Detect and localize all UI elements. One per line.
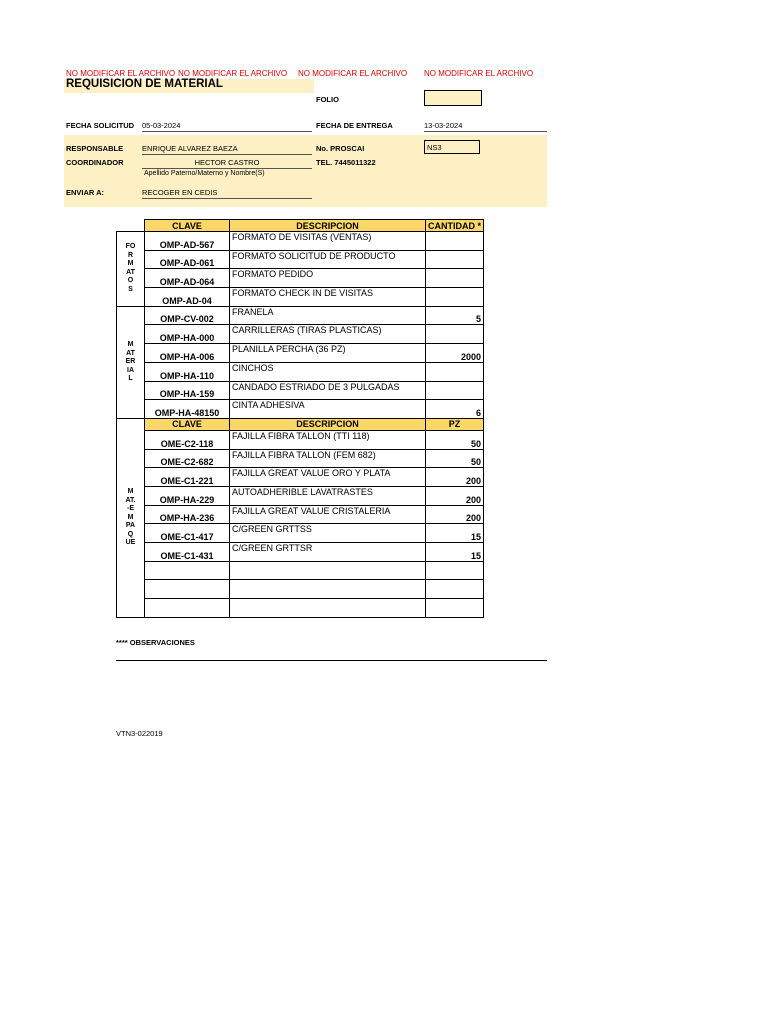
cell-descripcion[interactable]: CINCHOS (230, 362, 426, 381)
cell-cantidad[interactable] (426, 232, 484, 251)
telefono-label: TEL. 7445011322 (316, 158, 376, 167)
table-row (117, 269, 484, 288)
fecha-entrega-field[interactable]: 13-03-2024 (424, 121, 547, 132)
cell-clave[interactable]: OMP-HA-236 (145, 505, 230, 524)
cell-descripcion[interactable]: C/GREEN GRTTSS (230, 524, 426, 543)
subheader-descripcion: DESCRIPCION (230, 418, 426, 430)
cell-cantidad[interactable] (426, 599, 484, 618)
cell-descripcion[interactable]: C/GREEN GRTTSR (230, 543, 426, 562)
fecha-solicitud-label: FECHA SOLICITUD (66, 121, 135, 130)
cell-descripcion[interactable]: FRANELA (230, 306, 426, 325)
group-formatos-label: FORMATOS (125, 243, 136, 293)
cell-cantidad[interactable]: 2000 (426, 344, 484, 363)
enviar-label: ENVIAR A: (66, 188, 105, 197)
cell-cantidad[interactable] (426, 580, 484, 599)
cell-cantidad[interactable]: 50 (426, 430, 484, 449)
cell-cantidad[interactable] (426, 381, 484, 400)
cell-cantidad[interactable]: 6 (426, 400, 484, 419)
enviar-field[interactable]: RECOGER EN CEDIS (142, 188, 312, 199)
cell-descripcion[interactable]: FAJILLA GREAT VALUE CRISTALERIA (230, 505, 426, 524)
cell-clave[interactable]: OME-C1-221 (145, 468, 230, 487)
table-row (117, 288, 484, 307)
table-row (117, 524, 484, 543)
page-title: REQUISICION DE MATERIAL (66, 78, 223, 90)
cell-descripcion[interactable]: FORMATO PEDIDO (230, 269, 426, 288)
cell-cantidad[interactable] (426, 561, 484, 580)
cell-descripcion[interactable]: PLANILLA PERCHA (36 PZ) (230, 344, 426, 363)
table-row (117, 580, 484, 599)
coordinador-field[interactable]: HECTOR CASTRO (142, 158, 312, 169)
group-material-label: MATERIAL (125, 341, 136, 383)
cell-clave[interactable] (145, 561, 230, 580)
cell-descripcion[interactable] (230, 580, 426, 599)
cell-cantidad[interactable]: 200 (426, 486, 484, 505)
items-table (116, 219, 484, 618)
responsable-field[interactable]: ENRIQUE ALVAREZ BAEZA (142, 144, 312, 155)
table-row (117, 505, 484, 524)
table-subheader-row (117, 418, 484, 430)
proscai-field[interactable]: NS3 (424, 140, 480, 154)
table-row (117, 468, 484, 487)
cell-clave[interactable]: OMP-HA-110 (145, 362, 230, 381)
observaciones-line[interactable] (116, 660, 547, 661)
cell-cantidad[interactable] (426, 250, 484, 269)
table-row (117, 325, 484, 344)
cell-clave[interactable] (145, 599, 230, 618)
group-empaque (117, 418, 145, 617)
cell-clave[interactable]: OME-C1-417 (145, 524, 230, 543)
group-formatos (117, 232, 145, 307)
subheader-clave: CLAVE (145, 418, 230, 430)
cell-descripcion[interactable]: FORMATO CHECK IN DE VISITAS (230, 288, 426, 307)
cell-cantidad[interactable] (426, 269, 484, 288)
warning-text-2: NO MODIFICAR EL ARCHIVO (178, 69, 288, 78)
table-row (117, 561, 484, 580)
fecha-solicitud-field[interactable]: 05-03-2024 (142, 121, 312, 132)
cell-descripcion[interactable]: AUTOADHERIBLE LAVATRASTES (230, 486, 426, 505)
fecha-entrega-label: FECHA DE ENTREGA (316, 121, 393, 130)
observaciones-label: **** OBSERVACIONES (116, 638, 195, 647)
cell-clave[interactable]: OMP-AD-567 (145, 232, 230, 251)
cell-clave[interactable]: OME-C2-118 (145, 430, 230, 449)
cell-clave[interactable]: OMP-HA-229 (145, 486, 230, 505)
warning-text-1: NO MODIFICAR EL ARCHIVO (66, 69, 176, 78)
cell-clave[interactable]: OMP-CV-002 (145, 306, 230, 325)
table-row (117, 430, 484, 449)
coordinador-label: COORDINADOR (66, 158, 124, 167)
cell-clave[interactable]: OME-C1-431 (145, 543, 230, 562)
cell-descripcion[interactable]: FORMATO SOLICITUD DE PRODUCTO (230, 250, 426, 269)
table-row (117, 449, 484, 468)
nombre-hint: Apellido Paterno/Materno y Nombre(S) (144, 170, 265, 177)
header-cantidad: CANTIDAD * (426, 220, 484, 232)
cell-cantidad[interactable] (426, 362, 484, 381)
cell-clave[interactable]: OMP-HA-48150 (145, 400, 230, 419)
folio-label: FOLIO (316, 95, 339, 104)
table-row (117, 486, 484, 505)
cell-descripcion[interactable]: FAJILLA FIBRA TALLON (TTI 118) (230, 430, 426, 449)
cell-descripcion[interactable]: FAJILLA FIBRA TALLON (FEM 682) (230, 449, 426, 468)
group-material (117, 306, 145, 418)
table-row (117, 250, 484, 269)
cell-clave[interactable]: OMP-AD-064 (145, 269, 230, 288)
cell-clave[interactable] (145, 580, 230, 599)
warning-text-3: NO MODIFICAR EL ARCHIVO (298, 69, 408, 78)
cell-descripcion[interactable]: CARRILLERAS (TIRAS PLASTICAS) (230, 325, 426, 344)
responsable-label: RESPONSABLE (66, 144, 124, 153)
cell-descripcion[interactable]: CANDADO ESTRIADO DE 3 PULGADAS (230, 381, 426, 400)
proscai-label: No. PROSCAI (316, 144, 365, 153)
cell-cantidad[interactable]: 50 (426, 449, 484, 468)
cell-descripcion[interactable]: CINTA ADHESIVA (230, 400, 426, 419)
cell-cantidad[interactable] (426, 288, 484, 307)
cell-descripcion[interactable]: FORMATO DE VISITAS (VENTAS) (230, 232, 426, 251)
cell-cantidad[interactable]: 5 (426, 306, 484, 325)
header-spacer (117, 220, 145, 232)
header-clave: CLAVE (145, 220, 230, 232)
folio-field[interactable] (424, 90, 482, 106)
warning-text-4: NO MODIFICAR EL ARCHIVO (424, 69, 534, 78)
cell-clave[interactable]: OMP-HA-159 (145, 381, 230, 400)
cell-cantidad[interactable]: 200 (426, 468, 484, 487)
cell-clave[interactable]: OME-C2-682 (145, 449, 230, 468)
table-row (117, 232, 484, 251)
table-row (117, 362, 484, 381)
cell-cantidad[interactable] (426, 325, 484, 344)
cell-cantidad[interactable]: 15 (426, 543, 484, 562)
table-row (117, 344, 484, 363)
table-header-row (117, 220, 484, 232)
cell-descripcion[interactable] (230, 599, 426, 618)
cell-clave[interactable]: OMP-HA-000 (145, 325, 230, 344)
header-descripcion: DESCRIPCION (230, 220, 426, 232)
cell-clave[interactable]: OMP-AD-061 (145, 250, 230, 269)
cell-cantidad[interactable]: 15 (426, 524, 484, 543)
subheader-pz: PZ (426, 418, 484, 430)
table-row (117, 381, 484, 400)
cell-clave[interactable]: OMP-AD-04 (145, 288, 230, 307)
group-empaque-label: MAT.-EMPAQUE (125, 488, 136, 547)
table-row (117, 306, 484, 325)
table-row (117, 543, 484, 562)
table-row (117, 400, 484, 419)
table-row (117, 599, 484, 618)
cell-descripcion[interactable]: FAJILLA GREAT VALUE ORO Y PLATA (230, 468, 426, 487)
cell-descripcion[interactable] (230, 561, 426, 580)
cell-clave[interactable]: OMP-HA-006 (145, 344, 230, 363)
document-code: VTN3-022019 (116, 729, 163, 738)
cell-cantidad[interactable]: 200 (426, 505, 484, 524)
